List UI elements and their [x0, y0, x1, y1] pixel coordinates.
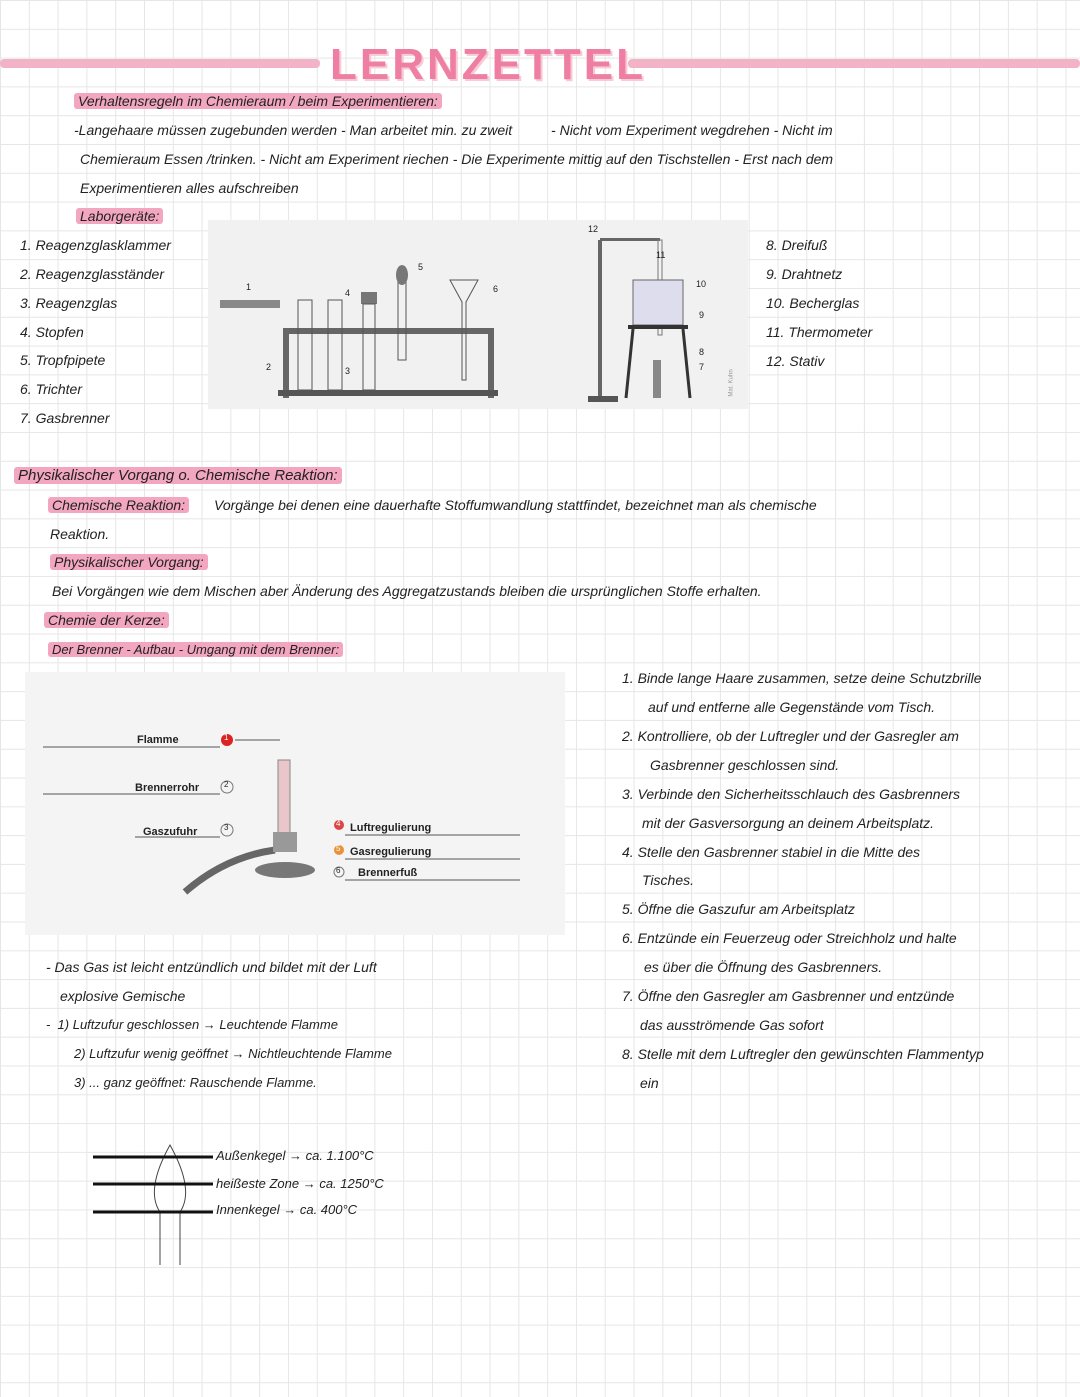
list-item: 4. Stopfen: [20, 324, 84, 340]
step-line: es über die Öffnung des Gasbrenners.: [644, 959, 883, 975]
label-number: 3: [224, 823, 229, 832]
flame-label: Außenkegel → ca. 1.100°C: [216, 1148, 374, 1163]
list-item: 1. Reagenzglasklammer: [20, 237, 171, 253]
rules-line: -Langehaare müssen zugebunden werden - Man arbeitet min. zu zweit - Nicht vom Experiment wegdrehen - Nicht im: [74, 122, 833, 138]
label-number: 5: [336, 844, 341, 853]
step-line: 2. Kontrolliere, ob der Luftregler und der Gasregler am: [622, 728, 959, 744]
flame-diagram: [85, 1140, 215, 1270]
burner-label-brennerrohr: Brennerrohr: [135, 782, 200, 794]
label-number: 7: [699, 362, 705, 372]
image-credit: Mat. Kuhn: [728, 369, 735, 397]
step-line: 5. Öffne die Gaszufur am Arbeitsplatz: [622, 901, 855, 917]
phys-label: Physikalischer Vorgang:: [50, 554, 208, 570]
label-number: 11: [656, 250, 666, 260]
note-line: 3) ... ganz geöffnet: Rauschende Flamme.: [74, 1075, 317, 1090]
step-line: 6. Entzünde ein Feuerzeug oder Streichholz und halte: [622, 930, 957, 946]
burner-image: [25, 672, 565, 935]
label-number: 12: [588, 224, 599, 234]
flame-label: heißeste Zone → ca. 1250°C: [216, 1176, 384, 1191]
burner-label-gasregulierung: Gasregulierung: [350, 846, 432, 858]
label-number: 4: [336, 819, 341, 828]
step-line: das ausströmende Gas sofort: [640, 1017, 824, 1033]
list-item: 11. Thermometer: [766, 324, 873, 340]
list-item: 3. Reagenzglas: [20, 295, 118, 311]
burner-heading: Der Brenner - Aufbau - Umgang mit dem Brenner:: [48, 642, 343, 657]
step-line: Tisches.: [642, 872, 695, 888]
list-item: 5. Tropfpipete: [20, 352, 106, 368]
label-number: 1: [246, 282, 252, 292]
note-line: - Das Gas ist leicht entzündlich und bildet mit der Luft: [46, 959, 377, 975]
list-item: 9. Drahtnetz: [766, 266, 843, 282]
label-number: 8: [699, 347, 705, 357]
step-line: 3. Verbinde den Sicherheitsschlauch des Gasbrenners: [622, 786, 961, 802]
chem-label: Chemische Reaktion:: [48, 497, 189, 513]
step-line: 8. Stelle mit dem Luftregler den gewünschten Flammentyp: [622, 1046, 984, 1062]
step-line: auf und entferne alle Gegenstände vom Tisch.: [648, 699, 936, 715]
phys-text: Bei Vorgängen wie dem Mischen aber Änderung des Aggregatzustands bleiben die ursprünglichen Stoffe erhalten.: [52, 583, 762, 599]
list-item: 10. Becherglas: [766, 295, 860, 311]
list-item: 8. Dreifuß: [766, 237, 828, 253]
burner-label-brennerfuss: Brennerfuß: [358, 867, 418, 879]
note-line: 2) Luftzufur wenig geöffnet → Nichtleuchtende Flamme: [74, 1046, 392, 1061]
label-number: 5: [418, 262, 424, 272]
label-number: 10: [696, 279, 707, 289]
burner-drawing: [25, 672, 565, 935]
burner-label-luftregulierung: Luftregulierung: [350, 822, 432, 834]
label-number: 2: [266, 362, 272, 372]
title-bar-left: [0, 59, 320, 68]
step-line: ein: [640, 1075, 659, 1091]
step-line: 7. Öffne den Gasregler am Gasbrenner und entzünde: [622, 988, 955, 1004]
label-number: 9: [699, 310, 705, 320]
label-number: 3: [345, 366, 351, 376]
step-line: mit der Gasversorgung an deinem Arbeitsplatz.: [642, 815, 935, 831]
burner-label-flamme: Flamme: [137, 734, 179, 746]
label-number: 2: [224, 780, 229, 789]
rules-line: Chemieraum Essen /trinken. - Nicht am Experiment riechen - Die Experimente mittig auf den Tischstellen - Erst nach dem: [80, 151, 834, 167]
list-item: 2. Reagenzglasständer: [20, 266, 164, 282]
lab-equipment-image: [208, 220, 748, 409]
title-bar-right: [628, 59, 1080, 68]
chem-text: Reaktion.: [50, 526, 110, 542]
candle-heading: Chemie der Kerze:: [44, 612, 169, 628]
rules-line: Experimentieren alles aufschreiben: [80, 180, 299, 196]
lab-equipment-drawing: [208, 220, 748, 409]
rules-heading: Verhaltensregeln im Chemieraum / beim Experimentieren:: [74, 93, 442, 109]
page-title: LERNZETTEL: [330, 40, 646, 89]
step-line: Gasbrenner geschlossen sind.: [650, 757, 840, 773]
chem-text: Vorgänge bei denen eine dauerhafte Stoffumwandlung stattfindet, bezeichnet man als chemische: [214, 497, 817, 513]
section-heading: Physikalischer Vorgang o. Chemische Reaktion:: [14, 467, 342, 484]
list-item: 12. Stativ: [766, 353, 825, 369]
label-number: 6: [493, 284, 499, 294]
step-line: 4. Stelle den Gasbrenner stabiel in die Mitte des: [622, 844, 921, 860]
note-line: - 1) Luftzufur geschlossen → Leuchtende Flamme: [46, 1017, 338, 1032]
list-item: 6. Trichter: [20, 381, 82, 397]
burner-label-gaszufuhr: Gaszufuhr: [143, 826, 198, 838]
note-line: explosive Gemische: [60, 988, 186, 1004]
label-number: 4: [345, 288, 351, 298]
flame-label: Innenkegel → ca. 400°C: [216, 1202, 358, 1217]
label-number: 6: [336, 866, 341, 875]
label-number: 1: [224, 733, 229, 742]
list-item: 7. Gasbrenner: [20, 410, 110, 426]
lab-heading: Laborgeräte:: [76, 208, 163, 224]
step-line: 1. Binde lange Haare zusammen, setze deine Schutzbrille: [622, 670, 982, 686]
